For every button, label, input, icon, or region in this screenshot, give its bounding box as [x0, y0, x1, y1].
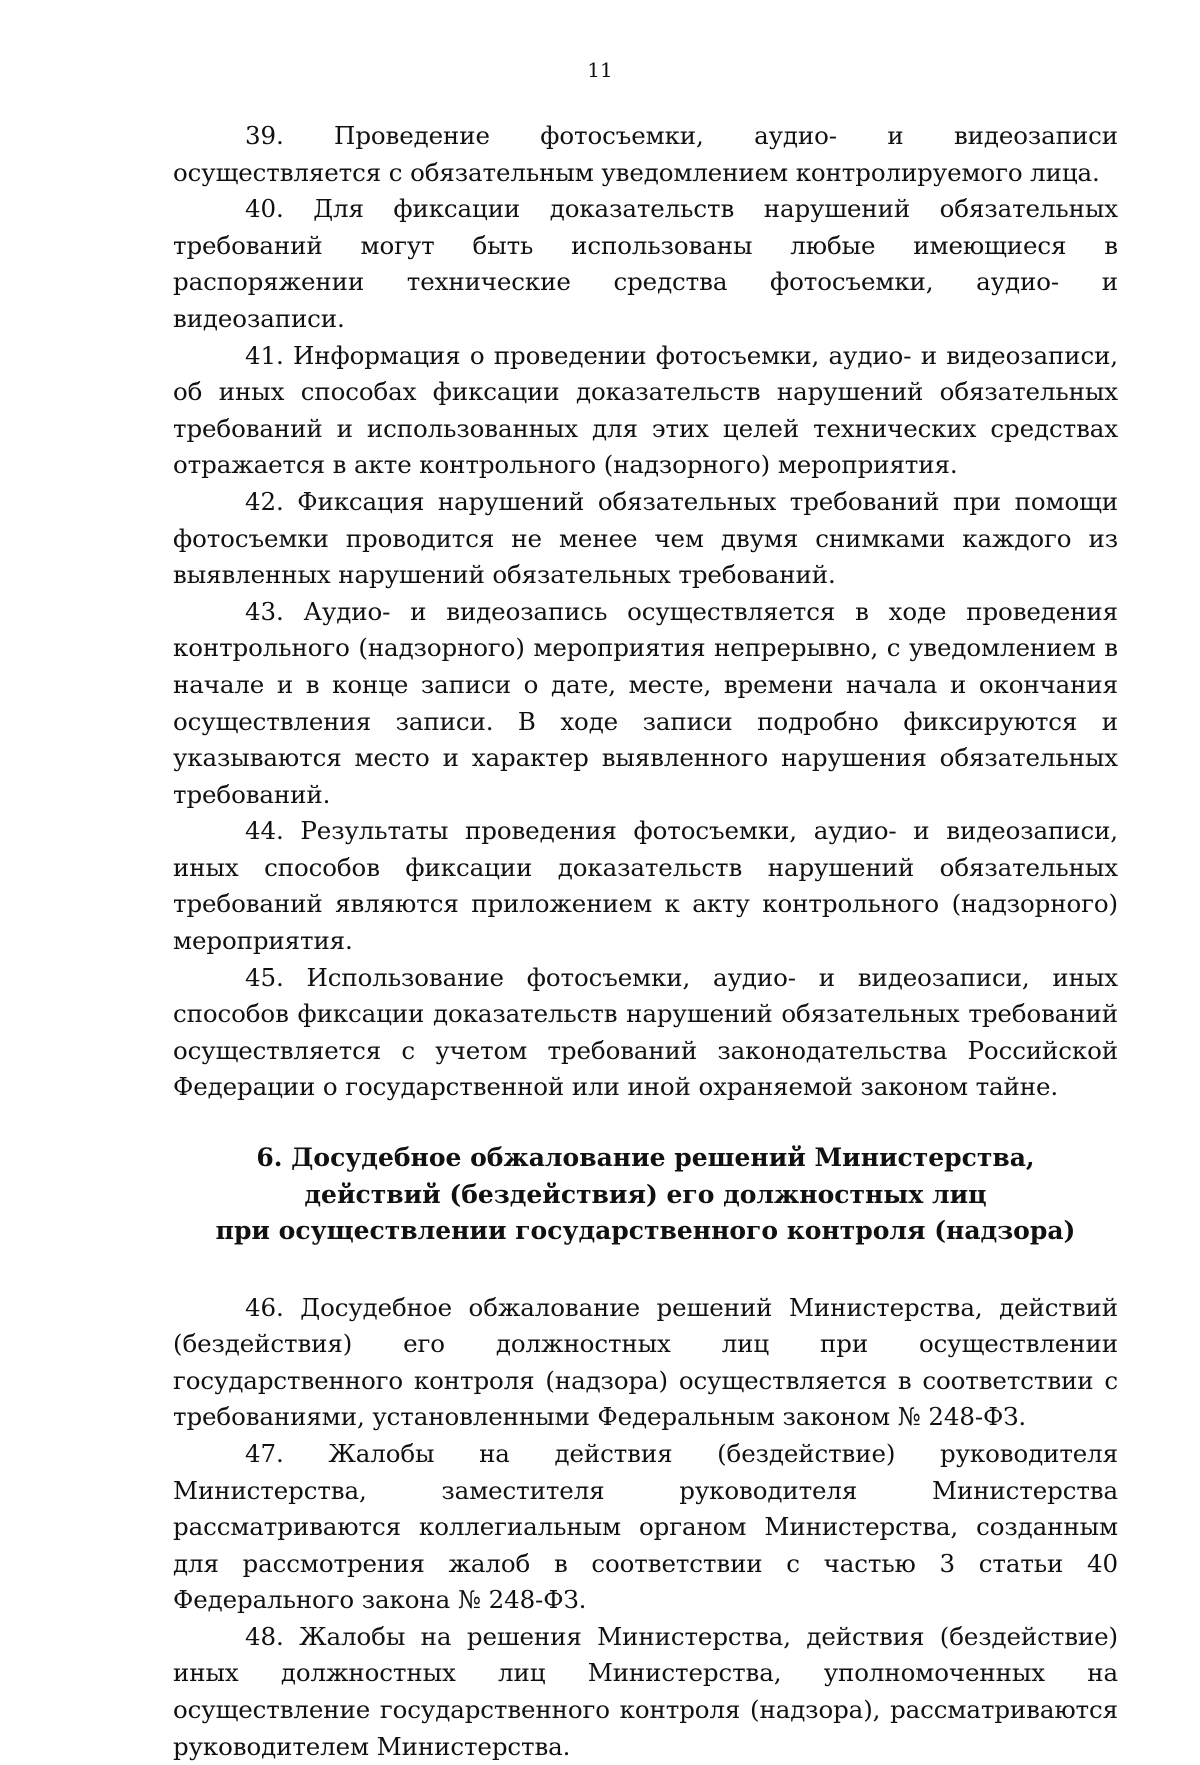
section-heading-line-3: при осуществлении государственного контроля (надзора) — [215, 1216, 1076, 1246]
section-heading-line-1: 6. Досудебное обжалование решений Министерства, — [256, 1143, 1035, 1173]
paragraph-41: 41. Информация о проведении фотосъемки, аудио- и видеозаписи, об иных способах фиксации доказательств нарушений обязательных требований и использованных для этих целей технических средствах отражается в акте контрольного (надзорного) мероприятия. — [173, 340, 1118, 480]
paragraph-46: 46. Досудебное обжалование решений Министерства, действий (бездействия) его должностных лиц при осуществлении государственного контроля (надзора) осуществляется в соответствии с требованиями, установленными Федеральным законом № 248-ФЗ. — [173, 1292, 1118, 1432]
paragraph-47: 47. Жалобы на действия (бездействие) руководителя Министерства, заместителя руководителя Министерства рассматриваются коллегиальным органом Министерства, созданным для рассмотрения жалоб в соответствии с частью 3 статьи 40 Федерального закона № 248-ФЗ. — [173, 1438, 1118, 1615]
page-number: 11 — [587, 58, 613, 82]
paragraph-44: 44. Результаты проведения фотосъемки, аудио- и видеозаписи, иных способов фиксации доказательств нарушений обязательных требований являются приложением к акту контрольного (надзорного) мероприятия. — [173, 816, 1118, 956]
paragraph-40: 40. Для фиксации доказательств нарушений обязательных требований могут быть использованы любые имеющиеся в распоряжении технические средства фотосъемки, аудио- и видеозаписи. — [173, 194, 1118, 333]
paragraph-43: 43. Аудио- и видеозапись осуществляется в ходе проведения контрольного (надзорного) мероприятия непрерывно, с уведомлением в начале и в конце записи о дате, месте, времени начала и окончания осуществления записи. В ходе записи подробно фиксируются и указываются место и характер выявленного нарушения обязательных требований. — [173, 596, 1118, 809]
section-heading — [173, 1140, 1118, 1250]
paragraph-42: 42. Фиксация нарушений обязательных требований при помощи фотосъемки проводится не менее чем двумя снимками каждого из выявленных нарушений обязательных требований. — [173, 486, 1118, 590]
paragraph-48: 48. Жалобы на решения Министерства, действия (бездействие) иных должностных лиц Министерства, уполномоченных на осуществление государственного контроля (надзора), рассматриваются руководителем Министерства. — [173, 1621, 1118, 1761]
section-heading-line-2: действий (бездействия) его должностных лиц — [304, 1179, 987, 1209]
paragraph-39: 39. Проведение фотосъемки, аудио- и видеозаписи осуществляется с обязательным уведомлением контролируемого лица. — [173, 121, 1118, 187]
paragraph-45: 45. Использование фотосъемки, аудио- и видеозаписи, иных способов фиксации доказательств нарушений обязательных требований осуществляется с учетом требований законодательства Российской Федерации о государственной или иной охраняемой законом тайне. — [173, 962, 1118, 1102]
document-body — [173, 118, 1118, 1765]
